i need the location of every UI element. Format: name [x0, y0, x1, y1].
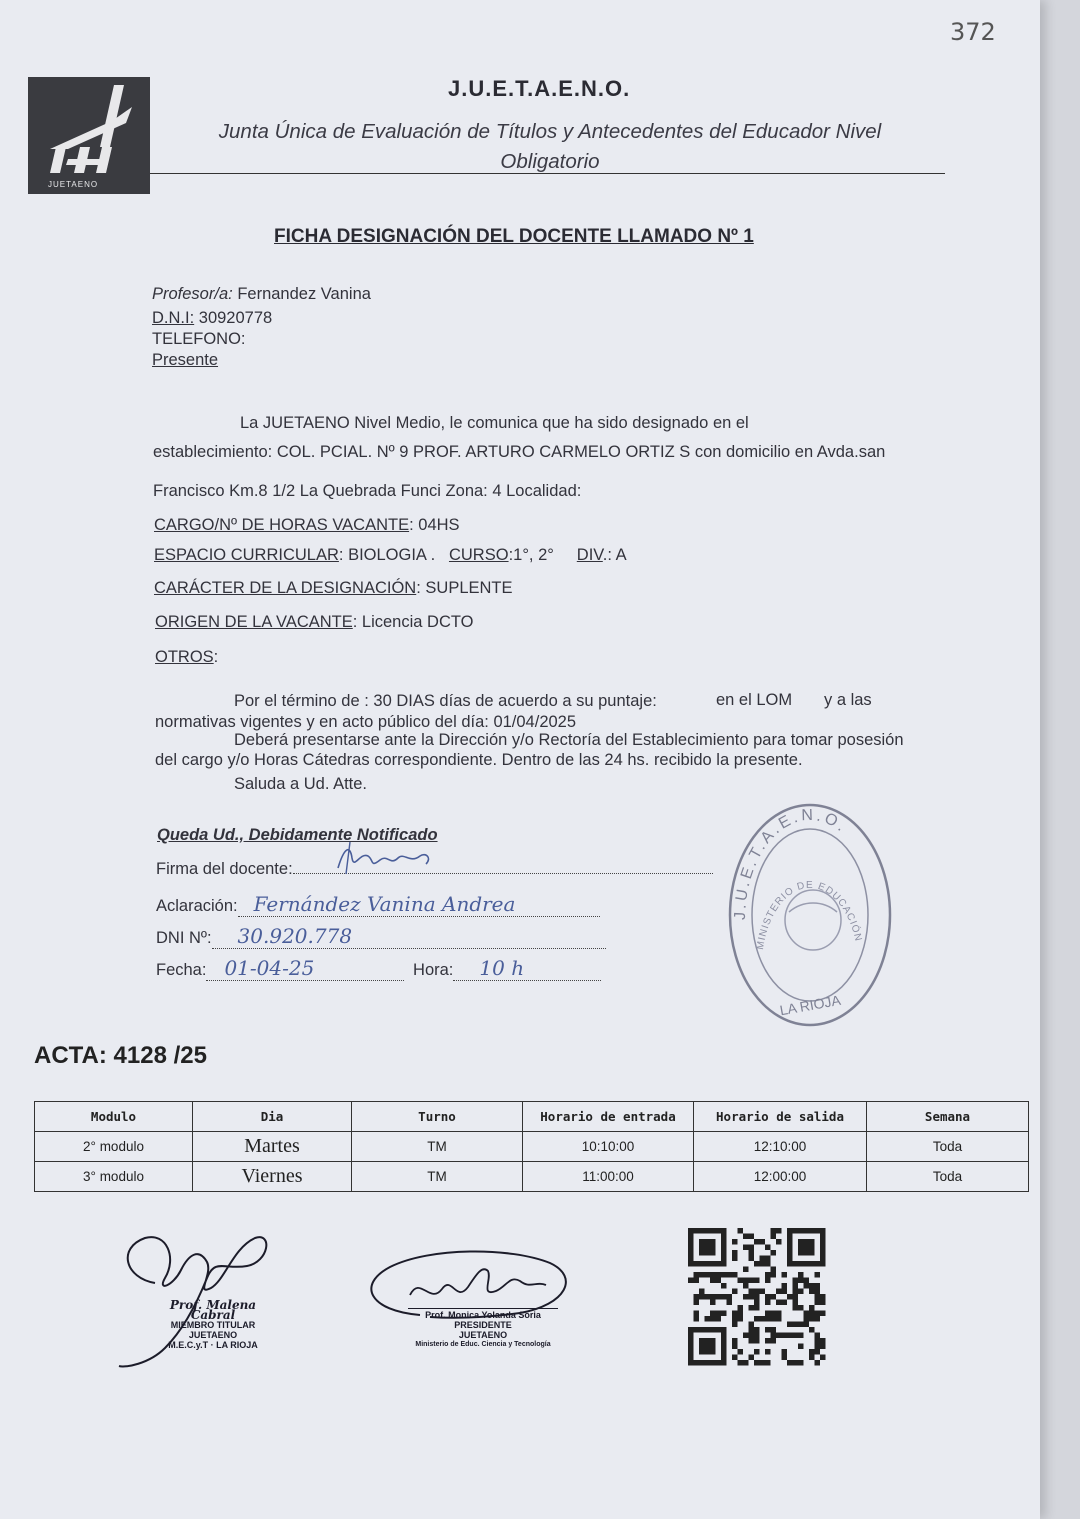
termino-line-b: en el LOM [716, 691, 793, 709]
profesor-label: Profesor/a: [152, 285, 233, 303]
juetaeno-logo [28, 77, 150, 194]
aclaracion-value: Fernández Vanina Andrea [253, 892, 516, 916]
schedule-table [34, 1101, 1029, 1192]
cell-modulo: 2° modulo [35, 1132, 193, 1162]
cell-salida: 12:10:00 [694, 1132, 867, 1162]
presentarse-line1: Deberá presentarse ante la Dirección y/o Rectoría del Establecimiento para tomar posesión [234, 731, 904, 749]
col-turno: Turno [352, 1102, 523, 1132]
cell-modulo: 3° modulo [35, 1162, 193, 1192]
dni-label: D.N.I: [152, 309, 195, 327]
center-signer-org: JUETAENO [458, 1330, 508, 1340]
col-modulo: Modulo [35, 1102, 193, 1132]
header-rule [150, 173, 945, 174]
aclaracion-line [156, 892, 600, 917]
profesor-line [152, 285, 371, 304]
document-title: FICHA DESIGNACIÓN DEL DOCENTE LLAMADO Nº 1 [274, 226, 754, 247]
cell-semana: Toda [867, 1132, 1029, 1162]
cargo-label: CARGO/Nº DE HORAS VACANTE [154, 516, 410, 534]
center-signer-role: PRESIDENTE [454, 1320, 512, 1330]
col-semana: Semana [867, 1102, 1029, 1132]
org-name-line1: Junta Única de Evaluación de Títulos y Antecedentes del Educador Nivel [218, 120, 882, 143]
fecha-dots [206, 956, 404, 981]
telefono-label: TELEFONO: [152, 330, 246, 348]
cell-entrada: 11:00:00 [523, 1162, 694, 1192]
profesor-value: Fernandez Vanina [237, 285, 371, 303]
center-signature-caption [408, 1308, 558, 1350]
cargo-line [154, 516, 460, 535]
dni-firma-label: DNI Nº: [156, 929, 212, 947]
saluda-line: Saluda a Ud. Atte. [234, 775, 368, 793]
logo-text: JUETAENO [48, 180, 99, 189]
caracter-label: CARÁCTER DE LA DESIGNACIÓN [154, 579, 417, 597]
dni-firma-dots [212, 924, 606, 949]
table-row [35, 1132, 1029, 1162]
caracter-line [154, 579, 513, 598]
dni-line [152, 309, 272, 328]
hora-label: Hora: [413, 961, 454, 979]
curso-label: CURSO [448, 546, 509, 564]
presentarse-line2: del cargo y/o Horas Cátedras correspondiente. Dentro de las 24 hs. recibido la presente. [155, 751, 803, 769]
origen-value: : Licencia DCTO [352, 613, 474, 631]
termino-line-c: y a las [824, 691, 872, 709]
body-line3: Francisco Km.8 1/2 La Quebrada Funci Zona: 4 Localidad: [153, 482, 582, 500]
dni-value: 30920778 [198, 309, 273, 327]
dni-firma-value: 30.920.778 [237, 924, 353, 948]
org-name-line2: Obligatorio [500, 150, 600, 173]
seal-top-text: J.U.E.T.A.E.N.O. [731, 806, 851, 921]
body-line1: La JUETAENO Nivel Medio, le comunica que ha sido designado en el [240, 414, 749, 432]
origen-label: ORIGEN DE LA VACANTE [155, 613, 353, 631]
left-signer-org: JUETAENO [188, 1330, 238, 1340]
seal-bottom-text: LA RIOJA [778, 991, 842, 1019]
notificado-heading: Queda Ud., Debidamente Notificado [157, 826, 438, 844]
cell-salida: 12:00:00 [694, 1162, 867, 1192]
left-signature-caption [148, 1300, 278, 1350]
svg-text:J.U.E.T.A.E.N.O. [732, 807, 851, 920]
left-signer-ministry: M.E.C.y.T · LA RIOJA [168, 1340, 258, 1350]
otros-value: : [213, 648, 219, 666]
espacio-value: : BIOLOGIA . [338, 546, 436, 564]
org-full-name [200, 117, 900, 177]
left-signer-role: MIEMBRO TITULAR [170, 1320, 256, 1330]
center-signer-ministry: Ministerio de Educ. Ciencia y Tecnología [415, 1341, 551, 1348]
aclaracion-dots [238, 892, 600, 917]
fecha-label: Fecha: [156, 961, 207, 979]
acta-number: ACTA: 4128 /25 [34, 1042, 207, 1069]
curso-value: :1°, 2° [508, 546, 554, 564]
body-line2: establecimiento: COL. PCIAL. Nº 9 PROF. ARTURO CARMELO ORTIZ S con domicilio en Avda.san [153, 443, 886, 461]
org-acronym: J.U.E.T.A.E.N.O. [448, 76, 631, 101]
aclaracion-label: Aclaración: [156, 897, 238, 915]
left-signer-name: Prof. Malena Cabral [169, 1298, 257, 1322]
cell-dia: Viernes [193, 1162, 352, 1192]
espacio-line [154, 546, 627, 565]
dni-firma-line [156, 924, 606, 949]
qr-code [688, 1228, 826, 1368]
otros-line [155, 648, 218, 667]
col-dia: Dia [193, 1102, 352, 1132]
termino-line-a: Por el término de : 30 DIAS días de acuerdo a su puntaje: [234, 692, 657, 710]
cargo-value: : 04HS [409, 516, 460, 534]
firma-label: Firma del docente: [156, 860, 293, 878]
docente-signature [330, 838, 440, 878]
origen-line [155, 613, 474, 632]
div-label: DIV [576, 546, 603, 564]
schedule-header-row [35, 1102, 1029, 1132]
col-horario-entrada: Horario de entrada [523, 1102, 694, 1132]
termino-line2: normativas vigentes y en acto público del día: 01/04/2025 [155, 713, 577, 731]
official-seal [725, 800, 895, 1030]
hora-value: 10 h [479, 956, 525, 980]
presente-label: Presente [152, 351, 219, 369]
center-signer-name: Prof. Monica Yolanda Soria [408, 1308, 558, 1320]
cell-semana: Toda [867, 1162, 1029, 1192]
col-horario-salida: Horario de salida [694, 1102, 867, 1132]
seal-ring-text: MINISTERIO DE EDUCACIÓN [755, 879, 864, 951]
cell-turno: TM [352, 1162, 523, 1192]
fecha-hora-line [156, 956, 601, 981]
page-number: 372 [950, 18, 996, 46]
cell-turno: TM [352, 1132, 523, 1162]
table-row [35, 1162, 1029, 1192]
espacio-label: ESPACIO CURRICULAR [154, 546, 339, 564]
cell-dia: Martes [193, 1132, 352, 1162]
otros-label: OTROS [155, 648, 214, 666]
div-value: .: A [602, 546, 627, 564]
hora-dots [453, 956, 601, 981]
caracter-value: : SUPLENTE [416, 579, 513, 597]
cell-entrada: 10:10:00 [523, 1132, 694, 1162]
fecha-value: 01-04-25 [224, 956, 315, 980]
